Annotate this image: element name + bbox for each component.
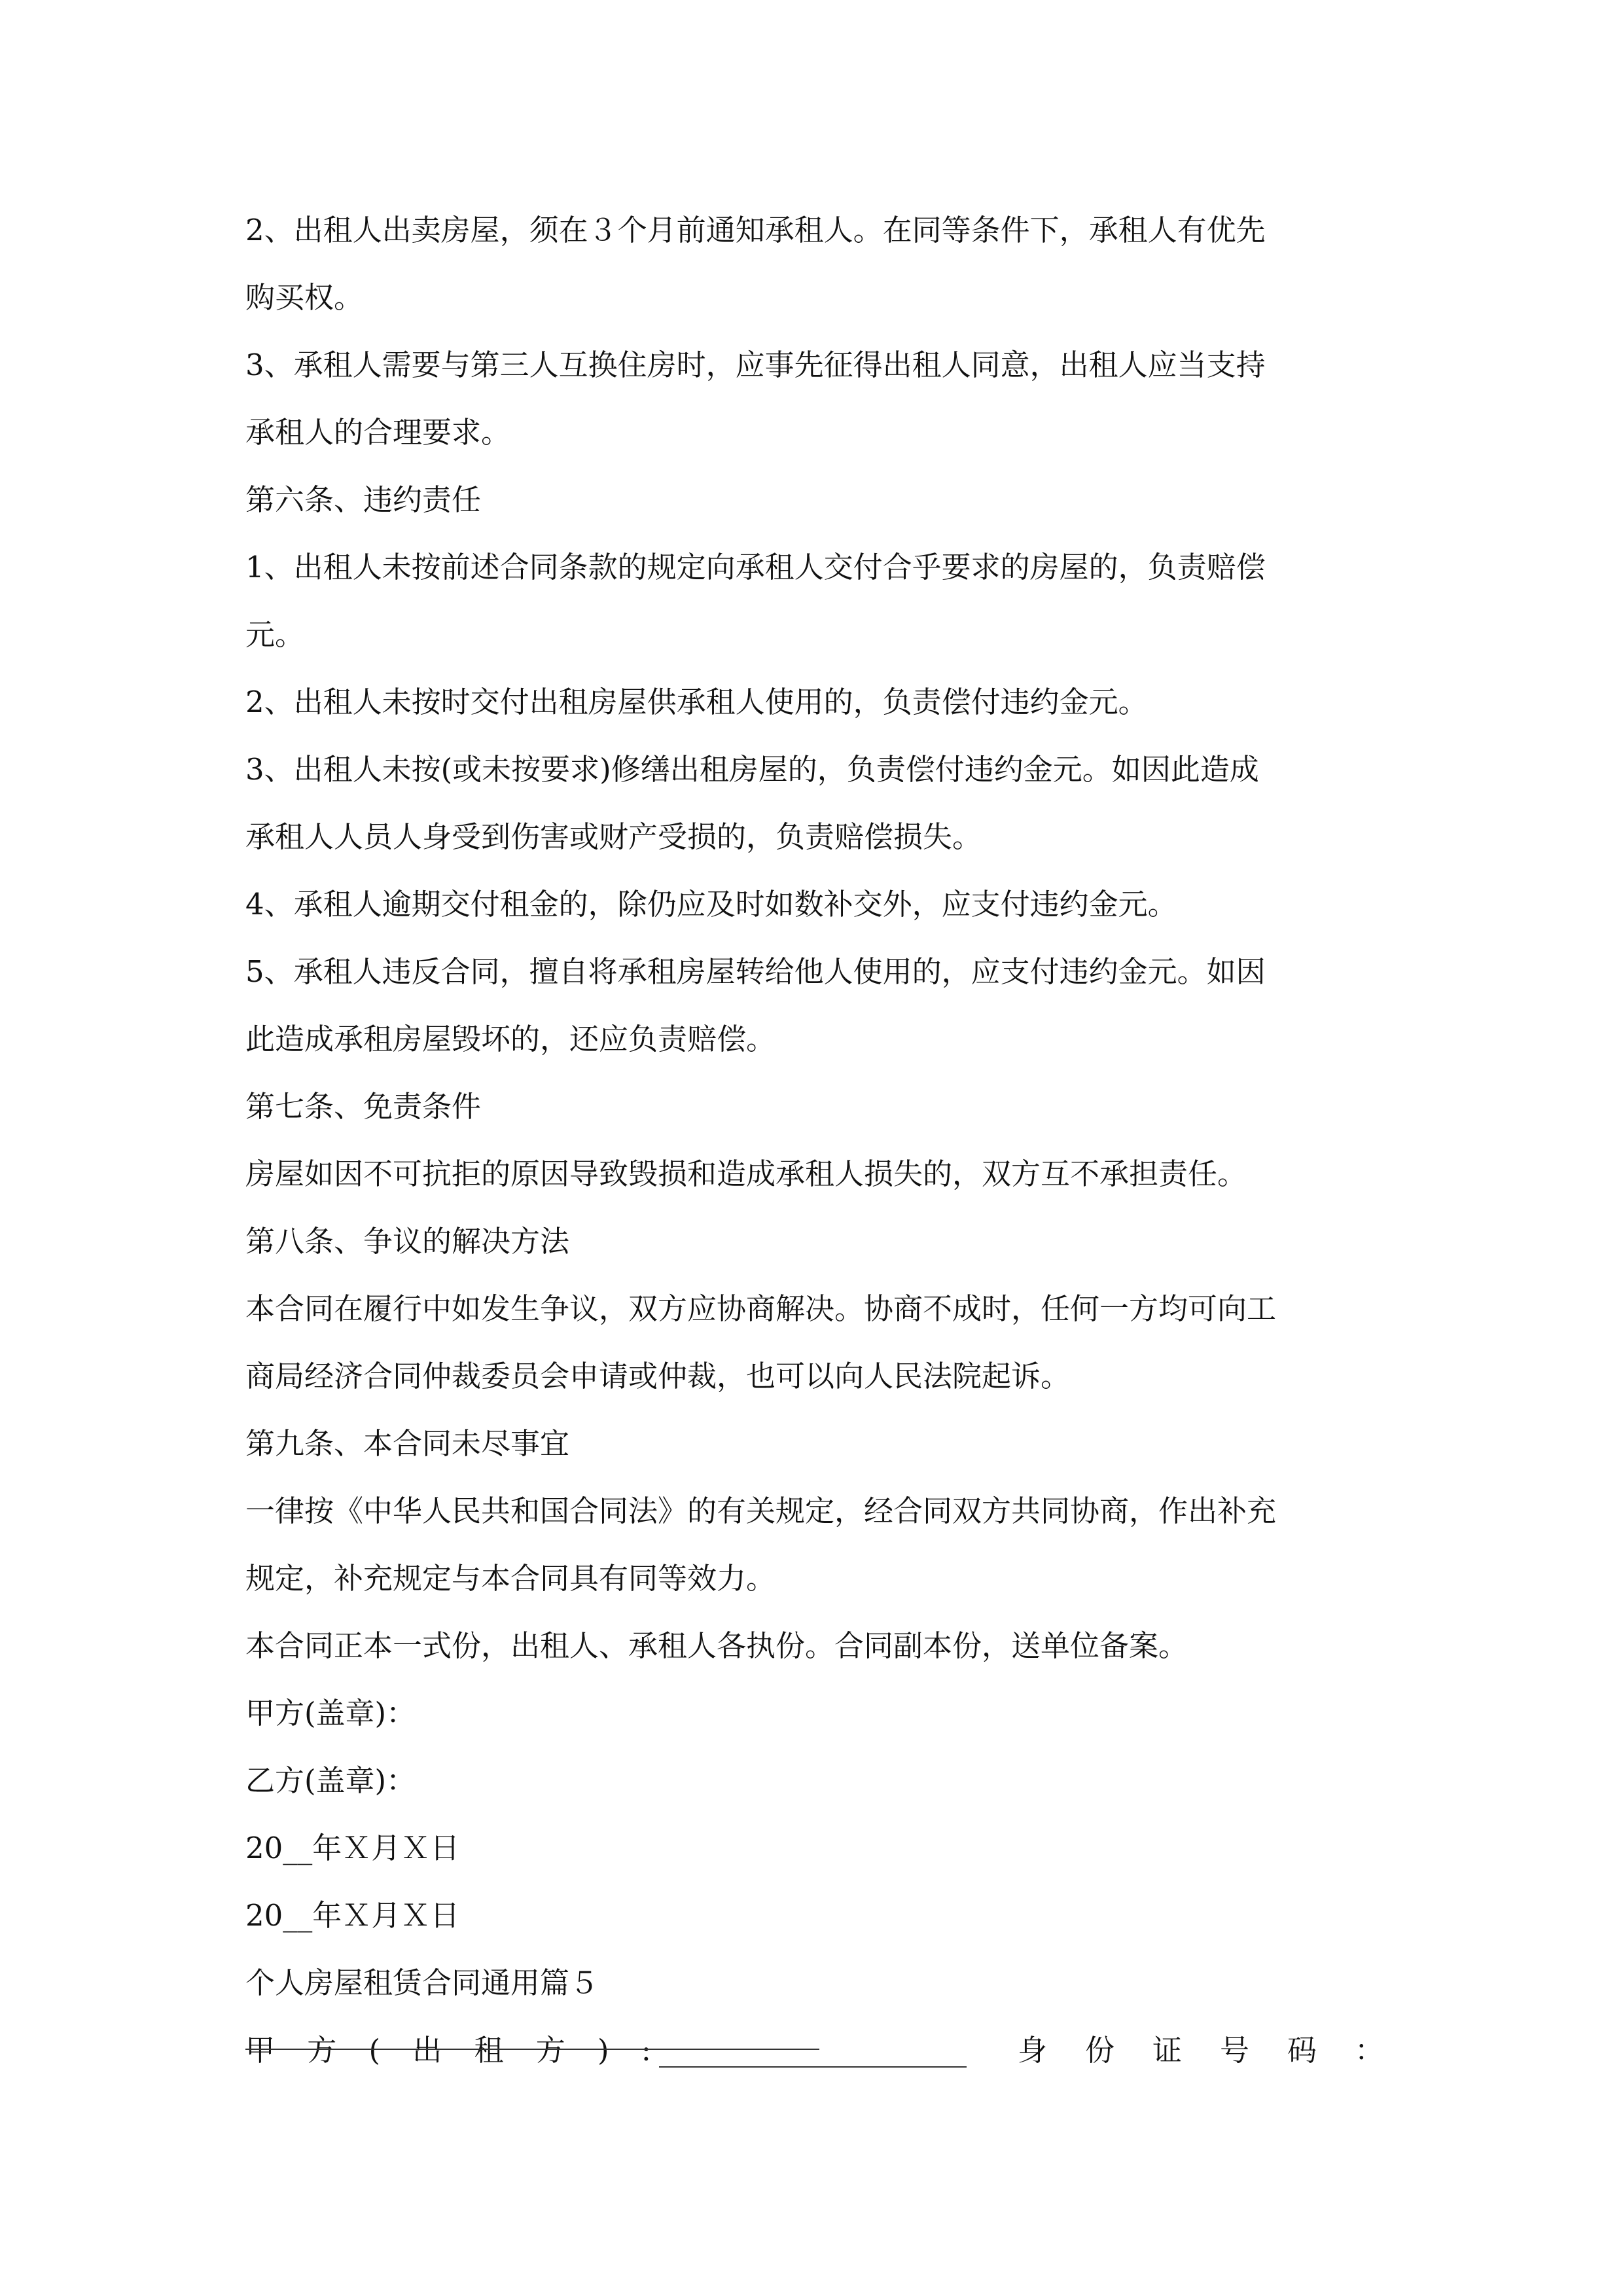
clause-line: 商局经济合同仲裁委员会申请或仲裁，也可以向人民法院起诉。 <box>245 1359 1071 1393</box>
clause-line: 房屋如因不可抗拒的原因导致毁损和造成承租人损失的，双方互不承担责任。 <box>245 1157 1247 1191</box>
label-char: 方 <box>307 2033 337 2068</box>
id-number-label <box>1018 2017 1384 2084</box>
label-char: ( <box>368 2033 381 2068</box>
label-char: 证 <box>1152 2033 1182 2068</box>
label-char: 身 <box>1018 2033 1048 2068</box>
label-char: : <box>641 2033 651 2068</box>
label-char: ) <box>597 2033 609 2068</box>
label-char: 方 <box>535 2033 565 2068</box>
clause-line: 本合同在履行中如发生争议，双方应协商解决。协商不成时，任何一方均可向工 <box>245 1291 1277 1326</box>
label-char: 租 <box>474 2033 504 2068</box>
label-char: 甲 <box>245 2033 276 2068</box>
article-heading: 第六条、违约责任 <box>245 482 482 517</box>
clause-line: 元。 <box>245 617 305 652</box>
clause-line: 本合同正本一式份，出租人、承租人各执份。合同副本份，送单位备案。 <box>245 1628 1188 1663</box>
label-char: ： <box>1354 2033 1384 2068</box>
party-a-label <box>245 2017 651 2084</box>
label-char: 份 <box>1084 2033 1115 2068</box>
clause-line: 购买权。 <box>245 280 364 315</box>
clause-line: 2、出租人未按时交付出租房屋供承租人使用的，负责偿付违约金元。 <box>245 685 1148 719</box>
id-number-blank-line <box>245 2049 819 2050</box>
signature-date: 20__年Ｘ月Ｘ日 <box>245 1898 460 1933</box>
label-char: 码 <box>1287 2033 1317 2068</box>
label-char: 出 <box>412 2033 442 2068</box>
label-char: 号 <box>1219 2033 1249 2068</box>
section-title: 个人房屋租赁合同通用篇５ <box>245 1965 599 2000</box>
clause-line: 规定，补充规定与本合同具有同等效力。 <box>245 1561 776 1596</box>
signature-party-b: 乙方(盖章)： <box>245 1763 416 1798</box>
clause-line: 1、出租人未按前述合同条款的规定向承租人交付合乎要求的房屋的，负责赔偿 <box>245 550 1266 584</box>
clause-line: 3、承租人需要与第三人互换住房时，应事先征得出租人同意，出租人应当支持 <box>245 348 1266 382</box>
clause-line: 承租人人员人身受到伤害或财产受损的，负责赔偿损失。 <box>245 819 982 854</box>
clause-line: 4、承租人逾期交付租金的，除仍应及时如数补交外，应支付违约金元。 <box>245 887 1177 922</box>
clause-line: 承租人的合理要求。 <box>245 415 511 450</box>
article-heading: 第七条、免责条件 <box>245 1089 482 1124</box>
party-a-blank-line <box>659 2066 967 2068</box>
clause-line: 一律按《中华人民共和国合同法》的有关规定，经合同双方共同协商，作出补充 <box>245 1494 1277 1528</box>
clause-line: 2、出租人出卖房屋，须在３个月前通知承租人。在同等条件下，承租人有优先 <box>245 213 1266 247</box>
party-a-row <box>245 2017 1384 2084</box>
article-heading: 第八条、争议的解决方法 <box>245 1224 570 1259</box>
article-heading: 第九条、本合同未尽事宜 <box>245 1426 570 1461</box>
document-body <box>245 196 1384 2084</box>
signature-party-a: 甲方(盖章)： <box>245 1696 416 1731</box>
clause-line: 此造成承租房屋毁坏的，还应负责赔偿。 <box>245 1022 776 1056</box>
clause-line: 3、出租人未按(或未按要求)修缮出租房屋的，负责偿付违约金元。如因此造成 <box>245 752 1259 787</box>
signature-date: 20__年Ｘ月Ｘ日 <box>245 1831 460 1865</box>
clause-line: 5、承租人违反合同，擅自将承租房屋转给他人使用的，应支付违约金元。如因 <box>245 954 1266 989</box>
